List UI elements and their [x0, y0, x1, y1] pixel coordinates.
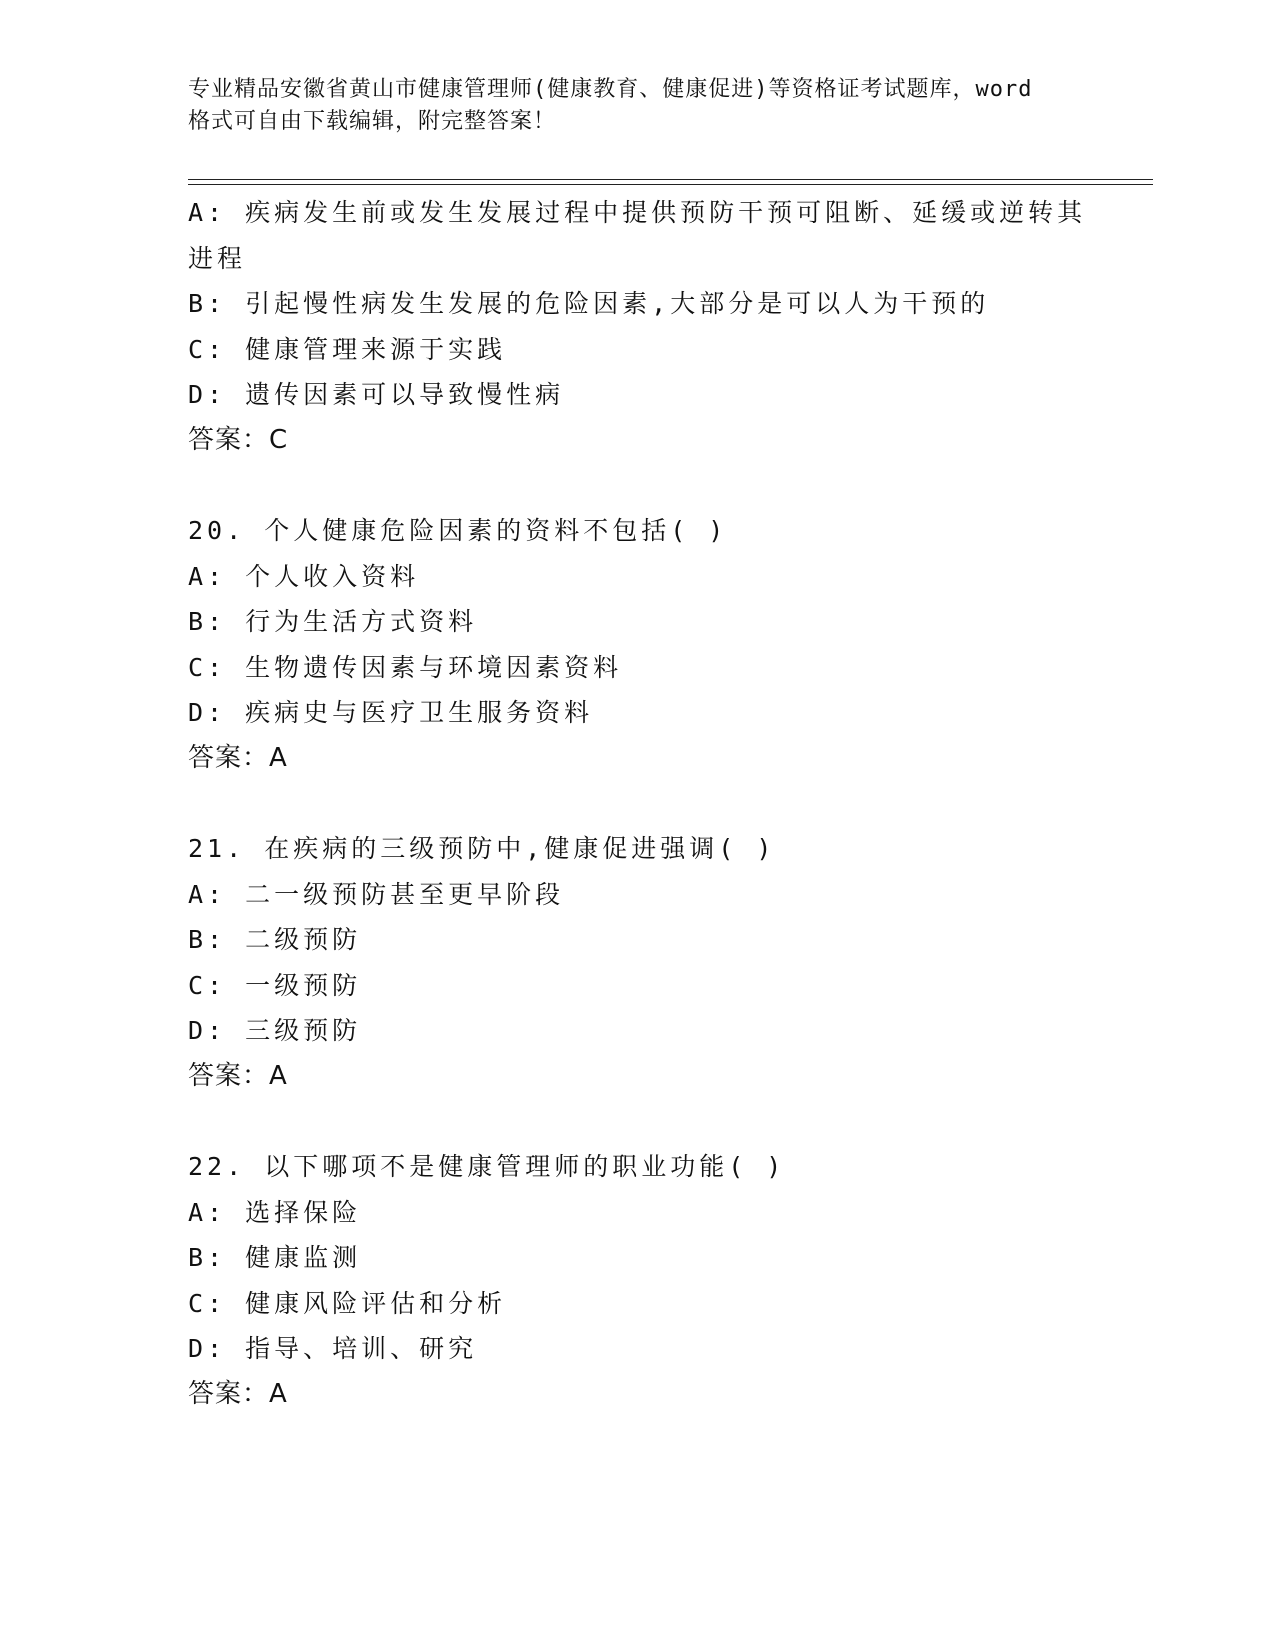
question-text: 22. 以下哪项不是健康管理师的职业功能( ) — [188, 1152, 786, 1181]
header-line-2: 格式可自由下载编辑，附完整答案！ — [188, 109, 557, 134]
option-b: B: 行为生活方式资料 — [188, 607, 478, 636]
option-c: C: 健康管理来源于实践 — [188, 334, 507, 364]
option-b: B: 引起慢性病发生发展的危险因素,大部分是可以人为干预的 — [188, 289, 990, 318]
option-a: A: 选择保险 — [188, 1197, 362, 1227]
header-divider-top — [188, 179, 1153, 180]
question-list — [188, 190, 1088, 1417]
document-header — [188, 74, 1088, 138]
answer-line: 答案：A — [188, 1378, 288, 1409]
option-d: D: 疾病史与医疗卫生服务资料 — [188, 698, 594, 727]
question-text: 21. 在疾病的三级预防中,健康促进强调( ) — [188, 834, 776, 863]
option-a: A: 疾病发生前或发生发展过程中提供预防干预可阻断、延缓或逆转其 — [188, 198, 1087, 227]
answer-line: 答案：A — [188, 1060, 288, 1091]
option-a-continued: 进程 — [188, 243, 247, 273]
option-a: A: 二一级预防甚至更早阶段 — [188, 879, 565, 909]
header-line-1: 专业精品安徽省黄山市健康管理师(健康教育、健康促进)等资格证考试题库，word — [188, 77, 1033, 102]
header-divider-bottom — [188, 184, 1153, 185]
question-21-block — [188, 826, 1088, 1099]
option-c: C: 健康风险评估和分析 — [188, 1288, 507, 1318]
option-d: D: 遗传因素可以导致慢性病 — [188, 380, 565, 409]
question-22-block — [188, 1144, 1088, 1417]
option-b: B: 健康监测 — [188, 1243, 362, 1272]
option-d: D: 指导、培训、研究 — [188, 1334, 478, 1363]
option-b: B: 二级预防 — [188, 925, 362, 954]
answer-line: 答案：C — [188, 424, 289, 455]
question-text: 20. 个人健康危险因素的资料不包括( ) — [188, 516, 728, 545]
option-c: C: 生物遗传因素与环境因素资料 — [188, 652, 623, 682]
option-a: A: 个人收入资料 — [188, 561, 420, 591]
question-19-block — [188, 190, 1088, 463]
answer-line: 答案：A — [188, 742, 288, 773]
option-c: C: 一级预防 — [188, 970, 362, 1000]
option-d: D: 三级预防 — [188, 1016, 362, 1045]
question-20-block — [188, 508, 1088, 781]
